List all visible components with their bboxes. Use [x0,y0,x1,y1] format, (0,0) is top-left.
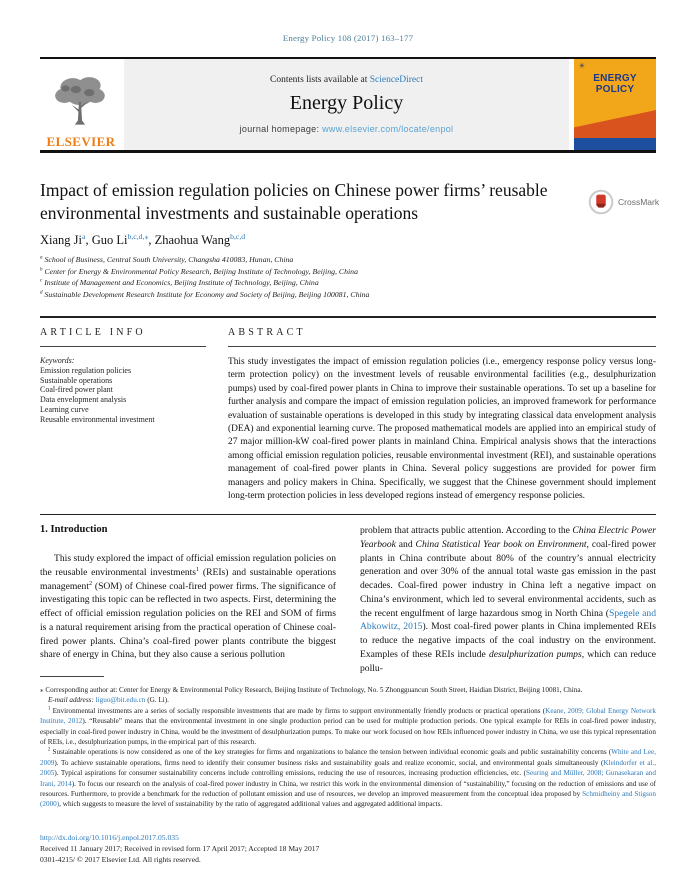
text-segment: desulphurization pumps [488,648,582,660]
cover-wedge-graphic [574,110,656,138]
text-segment: , Guo Li [85,233,128,247]
copyright-line: 0301-4215/ © 2017 Elsevier Ltd. All rights reserved. [40,855,201,864]
keyword-item: Learning curve [40,404,89,414]
affiliation-text: Sustainable Development Research Institute for Economy and Society of Beijing, Beijing 100081, China [42,289,370,299]
text-segment: Environmental investments are a series of socially responsible investments that are made by firms to support environmentally friendly products or practical operations ( [50,706,546,715]
footnote-1 [40,706,656,748]
crossmark-icon [588,189,614,215]
abstract-underline [228,346,656,347]
text-segment: ). Most coal-fired power plants in China implemented REIs to reduce the negative impacts of the coal industry on the environment. Examples of these REIs include [360,621,656,660]
text-segment: This study explored the impact of official emission regulation policies on the reusable environmental investments [40,553,336,578]
text-segment: ). To achieve sustainable operations, firms need to identify their consumer business risks and sustainability goals and realize economic, social, and environmental goals simultaneously ( [54,758,604,767]
citation-link[interactable]: White and Lee, 2009 [40,748,656,767]
footnote-rule [40,676,104,677]
cover-title [574,73,656,95]
elsevier-wordmark: ELSEVIER [46,134,116,149]
text-segment: ). “Reusable” means that the environmental investment in one single production period can be used for multiple production periods. One typical example for REIs in coal-fired power industry, especially in coal-fired power industry in China, would be the investment of desulphurization pumps. To make our work focused on how REIs influenced power industry in China, we use this typical representation of REIs, i.e., desulphurization pumps, in the empirical part of this research. [40,717,656,747]
text-segment: and [395,538,416,550]
keyword-item: Data envelopment analysis [40,395,127,405]
elsevier-tree-icon [50,73,112,135]
text-segment: problem that attracts public attention. According to the [360,525,573,536]
introduction-paragraph-left [40,552,336,662]
article-info-heading: ARTICLE INFO [40,327,146,338]
section-divider [40,316,656,318]
text-segment: 1 [48,706,51,712]
keywords-label: Keywords: [40,356,75,365]
homepage-prefix: journal homepage: [239,124,323,134]
keyword-item: Coal-fired power plant [40,385,113,395]
citation-link[interactable]: Spegele and Abkowitz, 2015 [360,607,656,633]
citation-link[interactable]: b,c,d,⁎ [127,231,149,241]
footnote-2 [40,747,656,809]
sciencedirect-link[interactable]: ScienceDirect [369,75,423,85]
citation-link[interactable]: Schmidheiny and Stigson (2000) [40,790,656,809]
article-info-underline [40,346,206,347]
text-segment: E-mail address: [48,696,96,705]
text-segment: Sustainable operations is now considered as one of the key strategies for firms and organizations to balance the tension between individual economic goals and public sustainability concerns ( [50,748,612,757]
crossmark-label: CrossMark [618,197,660,207]
affiliation-line [40,277,640,289]
cover-title-line2: POLICY [595,84,635,95]
contents-prefix: Contents lists available at [269,75,370,85]
citation-link[interactable]: a [82,231,86,241]
header-bottom-rule [40,150,656,153]
crossmark-badge[interactable] [588,189,659,215]
text-segment: China Statistical Year book on Environment [415,538,587,550]
text-segment: Xiang Ji [40,233,83,247]
affiliation-line [40,289,640,301]
affiliation-text: Center for Energy & Environmental Policy Research, Beijing Institute of Technology, Beijing, China [42,266,358,276]
journal-citation: Energy Policy 108 (2017) 163–177 [282,33,414,43]
keyword-item: Reusable environmental investment [40,414,155,424]
corresponding-author-note: ⁎ Corresponding author at: Center for Energy & Environmental Policy Research, Beijing Institute of Technology, No. 5 Zhongguancun South Street, Haidian District, Beijing 10081, China. [40,686,583,694]
text-segment: (SOM) of Chinese coal-fired power firms. The significance of investigating this topic can be reflected in two aspects. First, determining the effect of official emission regulation policies on the REI and SOM of firms is a natural requirement arising from the practical operation of Chinese coal-fired power plants. China’s coal-fired power plants contribute the biggest share of energy in China, but they also cause a serious pollution [40,580,336,661]
text-segment: (G. Li). [145,696,169,705]
text-segment: ). To focus our research on the analysis of coal-fired power industry in China, we restrict this work in the environmental dimension of “sustainability,” focusing on the reduction of emissions and use of resources. Furthermore, to provide a benchmark for the reduction of pollutant emission and use of resources, we develop an improved measurement from the conceptual idea proposed by [40,779,656,799]
text-segment: (REIs) and sustainable operations management [40,566,337,592]
affiliation-sup: c [40,277,43,284]
text-segment: 2 [48,748,51,754]
keyword-item: Sustainable operations [40,375,113,385]
text-segment: , coal-fired power plants in China contribute about 80% of the country’s annual electricity generation and over 30% of the annual total waste gas emission in the past decades. Coal-fired power industry in China left a negative impact on China’s environment, which led to several environmental accidents, such as the recent engulfment of large hazardous smog in North China ( [360,538,656,619]
affiliations [40,254,640,300]
text-segment: 2 [89,579,93,587]
text-segment: ). Typical aspirations for consumer sustainability concerns include controlling emissions, reducing the use of resources, increasing production efficiencies, etc. ( [54,769,526,778]
article-title: Impact of emission regulation policies on Chinese power firms’ reusable environmental investments and sustainable operations [40,180,548,223]
affiliation-line [40,266,640,278]
section-divider [40,514,656,515]
elsevier-logo [40,59,122,150]
affiliation-text: School of Business, Central South University, Changsha 410083, Hunan, China [42,255,294,264]
introduction-paragraph-right [360,524,656,675]
text-segment: , Zhaohua Wang [148,233,231,247]
journal-title: Energy Policy [289,92,404,114]
cover-title-line1: ENERGY [593,73,637,84]
keyword-item: Emission regulation policies [40,365,132,375]
journal-cover-thumbnail[interactable] [574,59,656,150]
citation-link[interactable]: Kleindorfer et al., 2005 [40,758,656,778]
citation-link[interactable]: liguo@bit.edu.cn [95,696,146,705]
article-footer [40,832,656,865]
journal-header [40,59,656,150]
text-segment: , which suggests to measure the level of sustainability by the ratio of aggregated additional values and aggregated additional impacts. [59,800,443,809]
text-segment: 1 [196,565,200,573]
journal-masthead [124,59,569,150]
introduction-right-column [360,524,656,675]
affiliation-text: Institute of Management and Economics, Beijing Institute of Technology, Beijing, China [42,278,319,287]
homepage-url-link[interactable]: www.elsevier.com/locate/enpol [322,124,454,134]
doi-link[interactable]: http://dx.doi.org/10.1016/j.enpol.2017.05.035 [40,833,179,842]
author-list [40,233,600,248]
footnotes [40,685,656,810]
citation-link[interactable]: b,c,d [230,231,246,241]
cover-bottom-band [574,138,656,150]
homepage-line [240,124,454,134]
text-segment: China Electric Power Yearbook [360,525,657,550]
introduction-heading: 1. Introduction [40,524,108,535]
abstract-text: This study investigates the impact of emission regulation policies (i.e., emergency response policy versus long-term protection policy) on the investment levels of reusable environmental facilities (e.g., desulphurization pumps) used by coal-fired power plants in China to improve their sustainable operations. To set up a baseline for further analysis and compare the impact of emission regulation policies, an improved framework for performance evaluation of sustainable operations is developed in this study by integrating classical data envelopment analysis (DEA) and exponential learning curve. The proposed mathematical models are applied into an empirical study of 27 major million-kW coal-fired power plants in mainland China. Empirical analysis shows that the interactions among official emission regulation policies, reusable environmental investment (REI), and sustainable operations management of coal-fired power plants in China. Several policy suggestions are provided for power firm managers and policy makers in China. Specifically, we suggest that the Chinese government should implement long-term protection policies in less developed regions instead of emergency response policies. [228,357,656,502]
text-segment: , which can reduce pollu- [360,648,656,674]
received-dates: Received 11 January 2017; Received in revised form 17 April 2017; Accepted 18 May 2017 [40,844,320,853]
cover-tree-icon: ✳ [579,62,585,70]
citation-link[interactable]: Keane, 2009; Global Energy Network Institute, 2012 [40,706,656,726]
affiliation-sup: b [40,265,43,272]
introduction-left-column [40,524,336,662]
abstract-heading: ABSTRACT [228,327,306,338]
citation-link[interactable]: Seuring and Müller, 2008; Gunasekaran and Irani, 2014 [40,769,656,788]
keywords-block [40,356,215,425]
affiliation-line [40,254,640,266]
email-line [40,695,656,705]
affiliation-sup: a [40,254,43,261]
affiliation-sup: d [40,288,43,295]
contents-line [270,75,423,85]
